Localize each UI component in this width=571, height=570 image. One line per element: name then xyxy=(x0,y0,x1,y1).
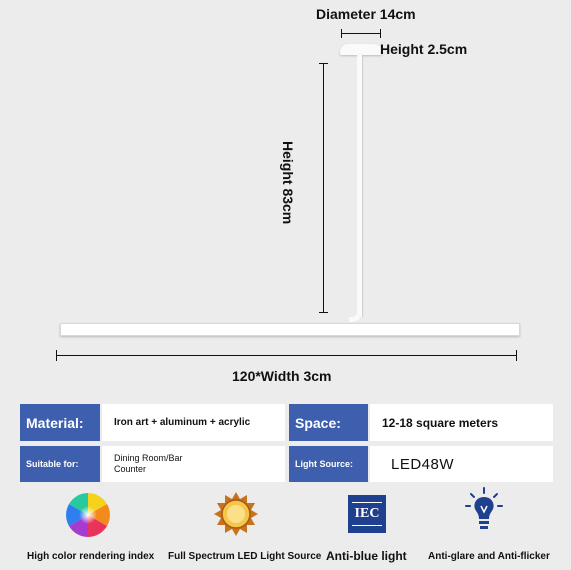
material-label: Material: xyxy=(20,404,100,441)
height-line xyxy=(323,63,324,312)
light-source-value: LED48W xyxy=(370,446,553,482)
diameter-tick-right xyxy=(380,29,381,38)
material-value: Iron art + aluminum + acrylic xyxy=(102,404,285,441)
lightbulb-icon xyxy=(464,486,504,534)
diameter-line xyxy=(341,33,381,34)
height-tick-bottom xyxy=(319,312,328,313)
width-line xyxy=(56,355,517,356)
space-value: 12-18 square meters xyxy=(370,404,553,441)
suspension-height-label: Height 83cm xyxy=(280,141,296,225)
lamp-rod xyxy=(357,55,362,317)
color-wheel-icon xyxy=(65,492,111,538)
light-source-label: Light Source: xyxy=(289,446,368,482)
width-label: 120*Width 3cm xyxy=(232,368,332,384)
canopy-height-label: Height 2.5cm xyxy=(380,41,468,57)
suitable-for-value: Dining Room/Bar Counter xyxy=(102,446,285,482)
sun-icon xyxy=(213,491,259,537)
feature-label-anti-blue: Anti-blue light xyxy=(326,549,407,563)
diameter-tick-left xyxy=(341,29,342,38)
suitable-for-label: Suitable for: xyxy=(20,446,100,482)
feature-label-anti-glare: Anti-glare and Anti-flicker xyxy=(428,551,550,562)
feature-label-full-spectrum: Full Spectrum LED Light Source xyxy=(168,551,322,562)
iec-badge-icon: IEC xyxy=(348,495,386,533)
height-tick-top xyxy=(319,63,328,64)
width-tick-left xyxy=(56,350,57,361)
lamp-rod-elbow xyxy=(349,310,362,322)
feature-label-cri: High color rendering index xyxy=(27,551,155,562)
space-label: Space: xyxy=(289,404,368,441)
width-tick-right xyxy=(516,350,517,361)
diameter-label: Diameter 14cm xyxy=(316,6,416,22)
lamp-light-bar xyxy=(60,323,520,336)
lamp-canopy xyxy=(340,44,382,55)
